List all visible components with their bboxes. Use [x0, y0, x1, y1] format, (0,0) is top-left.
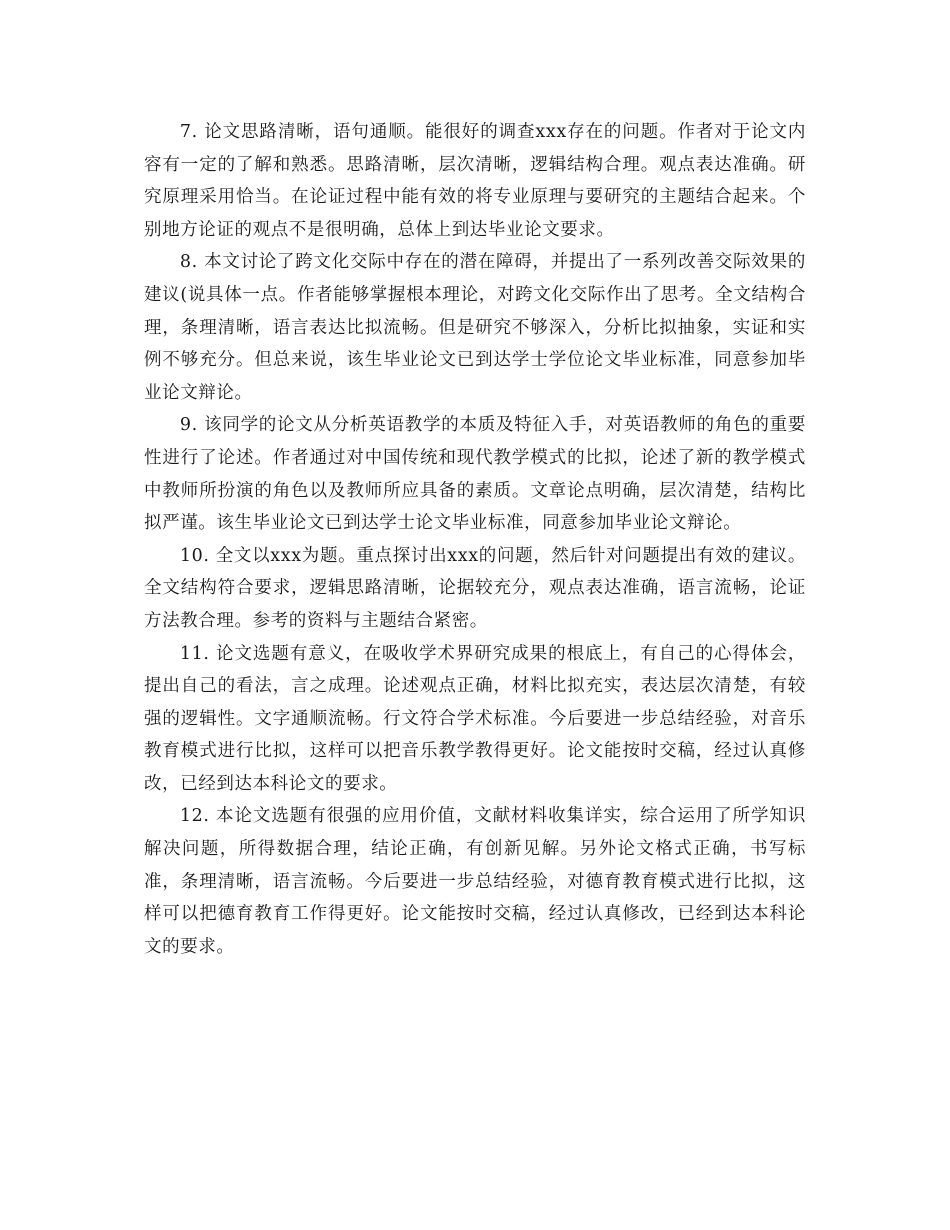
- paragraph-9: 9. 该同学的论文从分析英语教学的本质及特征入手，对英语教师的角色的重要性进行了论述。作者通过对中国传统和现代教学模式的比拟，论述了新的教学模式中教师所扮演的角色以及教师所应具备的素质。文章论点明确，层次清楚，结构比拟严谨。该生毕业论文已到达学士论文毕业标准，同意参加毕业论文辩论。: [144, 415, 806, 534]
- paragraph-11: 11. 论文选题有意义，在吸收学术界研究成果的根底上，有自己的心得体会，提出自己的看法，言之成理。论述观点正确，材料比拟充实，表达层次清楚，有较强的逻辑性。文字通顺流畅。行文符合学术标准。今后要进一步总结经验，对音乐教育模式进行比拟，这样可以把音乐教学教得更好。论文能按时交稿，经过认真修改，已经到达本科论文的要求。: [144, 643, 806, 794]
- paragraph-8: 8. 本文讨论了跨文化交际中存在的潜在障碍，并提出了一系列改善交际效果的建议(说具体一点。作者能够掌握根本理论，对跨文化交际作出了思考。全文结构合理，条理清晰，语言表达比拟流畅。但是研究不够深入，分析比拟抽象，实证和实例不够充分。但总来说，该生毕业论文已到达学士学位论文毕业标准，同意参加毕业论文辩论。: [144, 252, 806, 403]
- paragraph-12: 12. 本论文选题有很强的应用价值，文献材料收集详实，综合运用了所学知识解决问题，所得数据合理，结论正确，有创新见解。另外论文格式正确，书写标准，条理清晰，语言流畅。今后要进一步总结经验，对德育教育模式进行比拟，这样可以把德育教育工作得更好。论文能按时交稿，经过认真修改，已经到达本科论文的要求。: [144, 806, 806, 957]
- paragraph-7: 7. 论文思路清晰，语句通顺。能很好的调查xxx存在的问题。作者对于论文内容有一定的了解和熟悉。思路清晰，层次清晰，逻辑结构合理。观点表达准确。研究原理采用恰当。在论证过程中能有效的将专业原理与要研究的主题结合起来。个别地方论证的观点不是很明确，总体上到达毕业论文要求。: [144, 122, 806, 240]
- paragraph-10: 10. 全文以xxx为题。重点探讨出xxx的问题，然后针对问题提出有效的建议。全文结构符合要求，逻辑思路清晰，论据较充分，观点表达准确，语言流畅，论证方法教合理。参考的资料与主题结合紧密。: [144, 545, 806, 631]
- document-body: [144, 116, 806, 963]
